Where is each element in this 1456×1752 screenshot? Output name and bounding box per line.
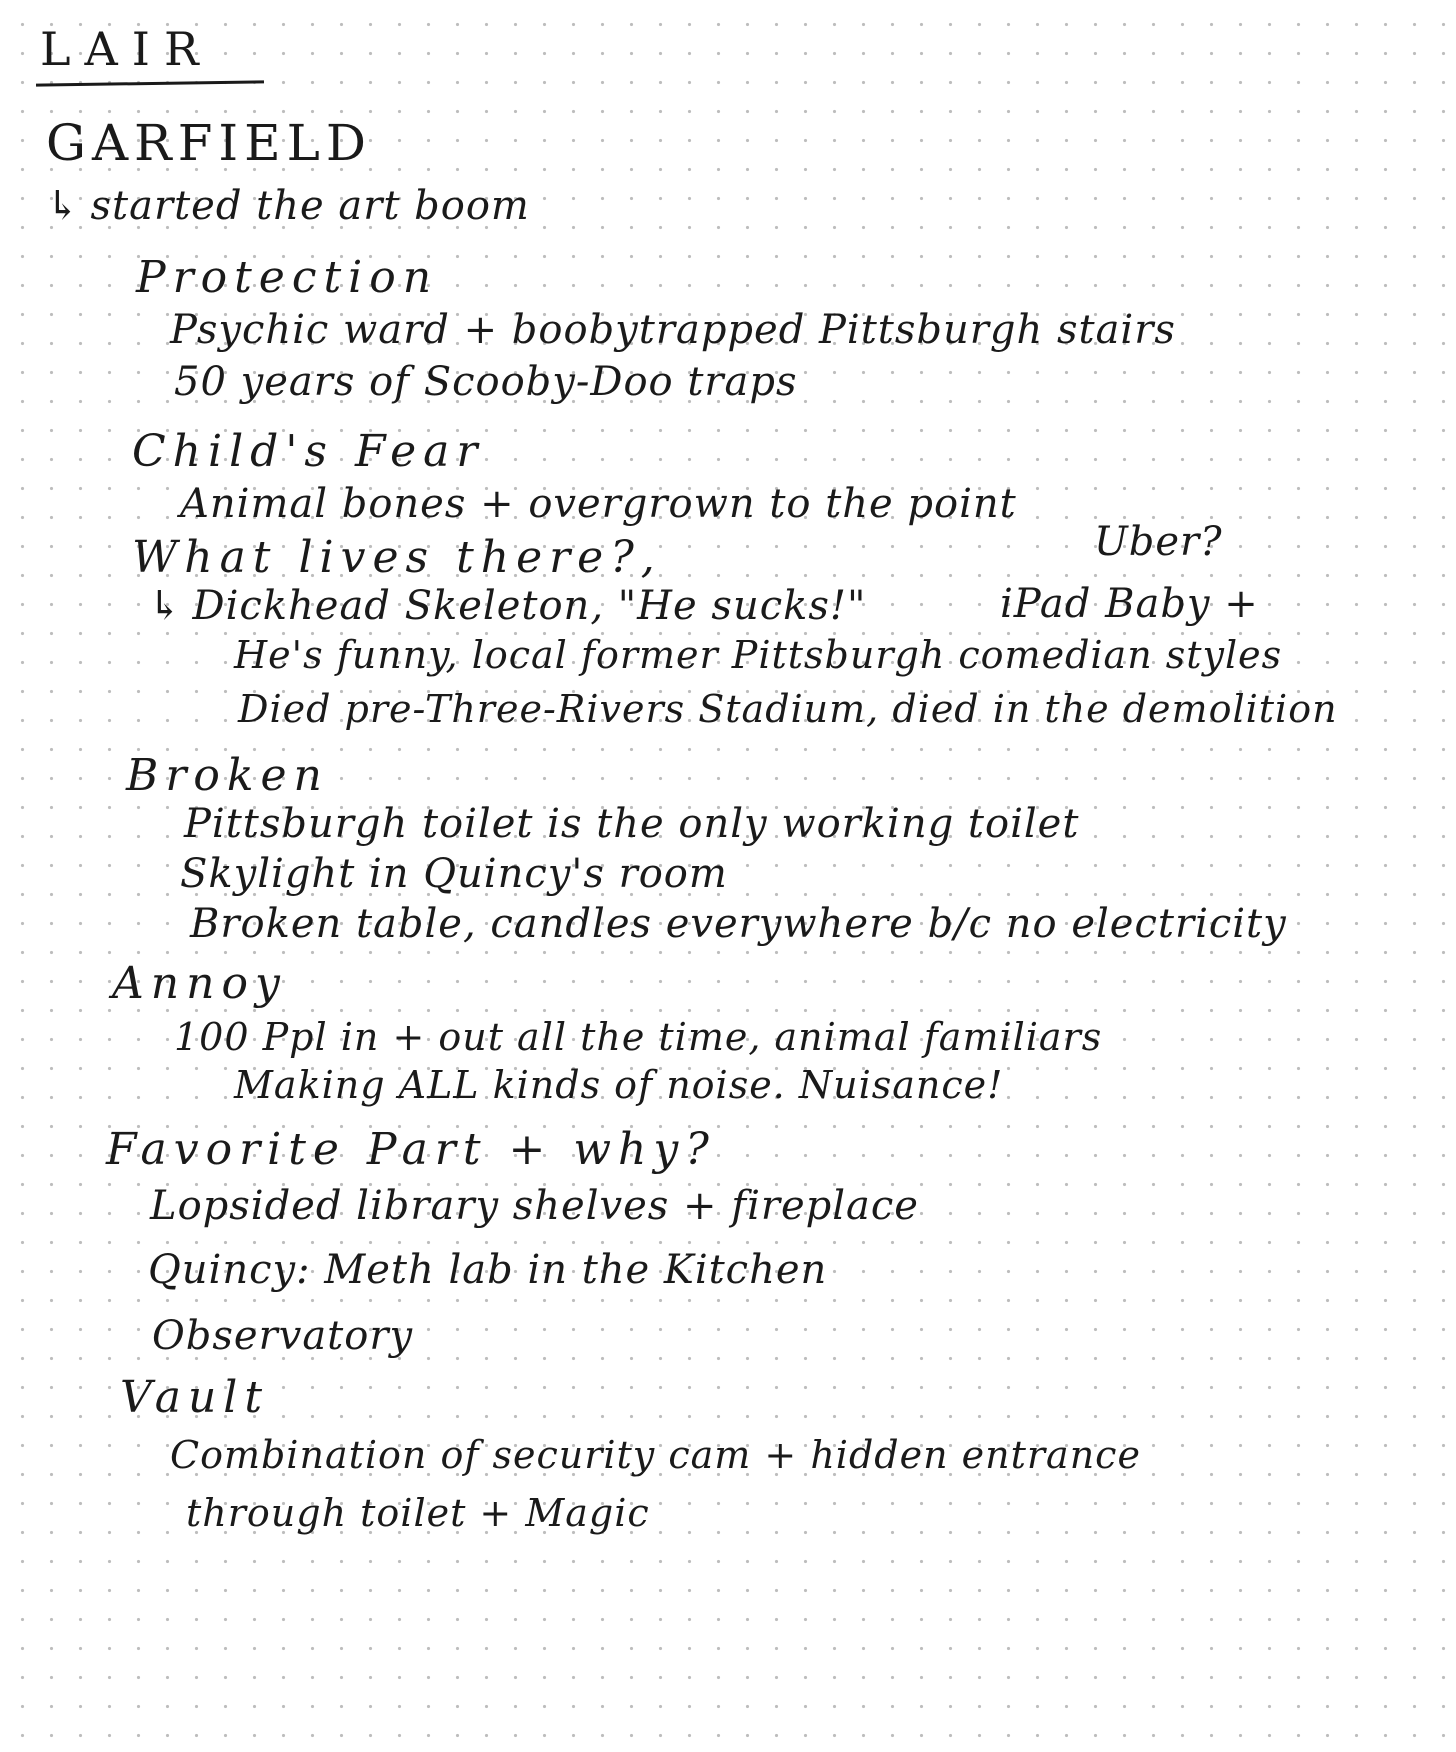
section-annoy: Annoy <box>112 958 287 1009</box>
page-title: LAIR <box>40 22 213 76</box>
section-what-lives: What lives there?, <box>132 532 662 583</box>
note-art-boom-text: started the art boom <box>90 183 530 229</box>
note-uber: Uber? <box>1094 519 1223 565</box>
note-art-boom <box>46 183 530 229</box>
note-skylight: Skylight in Quincy's room <box>180 851 728 897</box>
note-ipad-baby: iPad Baby + <box>1000 581 1259 627</box>
note-observatory: Observatory <box>152 1313 414 1359</box>
note-quincy: Quincy: Meth lab in the Kitchen <box>148 1247 828 1293</box>
section-childs-fear: Child's Fear <box>132 426 485 477</box>
note-dickhead-text: Dickhead Skeleton, "He sucks!" <box>192 583 867 629</box>
arrow-icon: ↳ <box>148 583 183 629</box>
note-through-toilet: through toilet + Magic <box>186 1491 650 1535</box>
section-favorite: Favorite Part + why? <box>106 1124 716 1175</box>
section-protection: Protection <box>136 252 439 303</box>
note-animal-bones: Animal bones + overgrown to the point <box>180 481 1017 527</box>
note-died: Died pre-Three-Rivers Stadium, died in the demolition <box>238 687 1338 731</box>
note-psychic-ward: Psychic ward + boobytrapped Pittsburgh stairs <box>170 307 1176 353</box>
arrow-icon: ↳ <box>46 183 81 229</box>
section-broken: Broken <box>126 750 329 801</box>
section-vault: Vault <box>120 1372 270 1423</box>
note-broken-table: Broken table, candles everywhere b/c no electricity <box>190 901 1287 947</box>
note-lopsided: Lopsided library shelves + fireplace <box>150 1183 919 1229</box>
note-ppl: 100 Ppl in + out all the time, animal familiars <box>174 1015 1103 1059</box>
note-noise: Making ALL kinds of noise. Nuisance! <box>234 1063 1004 1107</box>
note-combination: Combination of security cam + hidden entrance <box>170 1433 1141 1477</box>
note-toilet: Pittsburgh toilet is the only working toilet <box>184 801 1080 847</box>
note-dickhead <box>148 583 867 629</box>
title-underline <box>36 80 264 86</box>
heading-garfield: GARFIELD <box>46 114 372 172</box>
note-funny: He's funny, local former Pittsburgh comedian styles <box>234 633 1283 677</box>
note-scooby: 50 years of Scooby-Doo traps <box>174 359 798 405</box>
